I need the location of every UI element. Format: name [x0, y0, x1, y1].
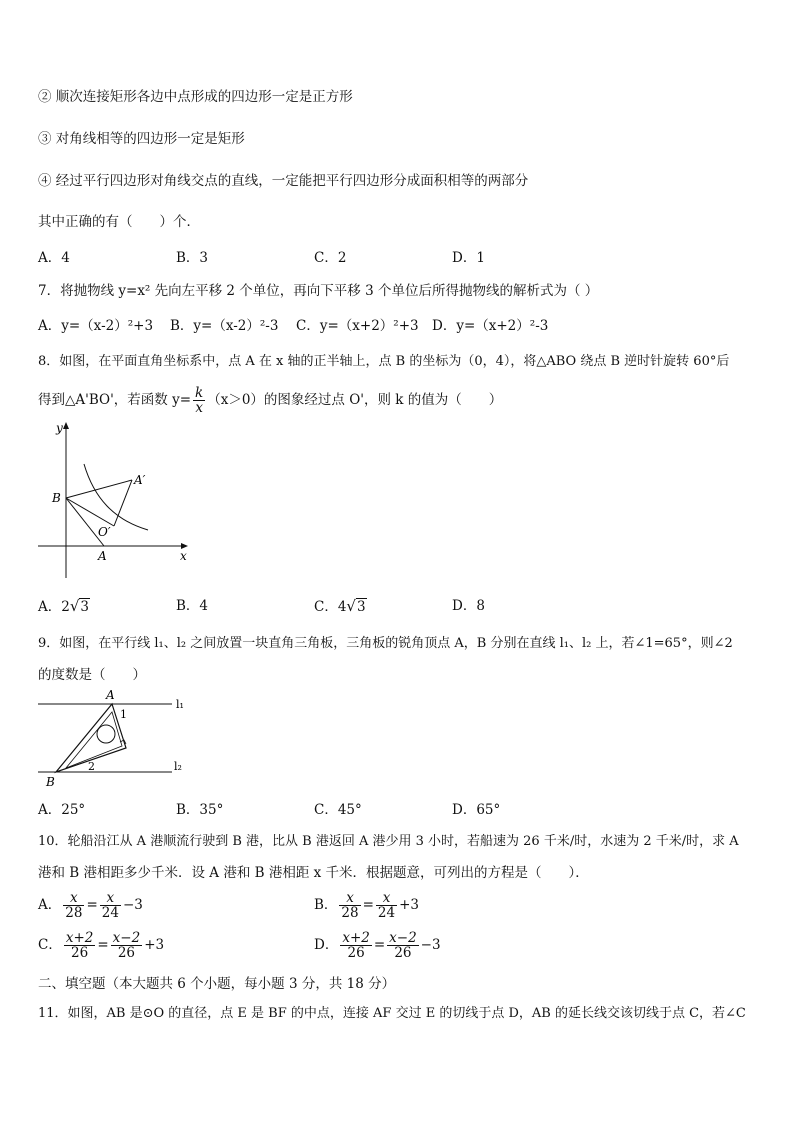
- q8-figure: [36, 418, 196, 584]
- q7-option-d: D．y=（x+2）²-3: [432, 318, 549, 334]
- q10-d-num1: x+2: [342, 930, 370, 946]
- q10-a-den1: 28: [65, 905, 83, 921]
- q10-c-num2: x−2: [112, 930, 141, 946]
- q8-label-A: A: [98, 549, 107, 563]
- q8-option-d: D．8: [452, 598, 485, 614]
- q10-option-a-label: A．: [38, 897, 62, 913]
- q9-stem-line2: 的度数是（ ）: [38, 667, 146, 683]
- q8-option-c-label: C．4: [314, 599, 347, 615]
- q8-frac-den: x: [195, 400, 203, 416]
- q8-segment-BOprime: [66, 498, 114, 526]
- q8-stem-line2-b: （x＞0）的图象经过点 O'，则 k 的值为（ ）: [207, 392, 503, 408]
- q10-c-den2: 26: [117, 945, 136, 961]
- q10-c-den1: 26: [71, 945, 89, 961]
- q9-option-b: B．35°: [176, 802, 224, 818]
- q10-option-c-label: C．: [38, 937, 62, 953]
- q9-label-angle2: 2: [88, 760, 95, 773]
- q9-figure: [36, 688, 196, 790]
- q9-label-l1: l₁: [176, 698, 184, 711]
- q8-option-a: [38, 597, 90, 616]
- q10-option-a: [38, 891, 143, 920]
- q8-stem-line2-a: 得到△A'BO'，若函数 y=: [38, 392, 192, 408]
- q8-label-y: y: [56, 421, 63, 435]
- q9-label-A: A: [106, 688, 115, 702]
- q10-d-tail: −3: [420, 937, 441, 953]
- q9-option-c: C．45°: [314, 802, 362, 818]
- q8-stem-line2: [38, 386, 502, 415]
- q10-c-tail: +3: [144, 937, 165, 953]
- statement-3: ③ 对角线相等的四边形一定是矩形: [38, 131, 245, 147]
- q10-b-tail: +3: [399, 897, 420, 913]
- statement-2: ② 顺次连接矩形各边中点形成的四边形一定是正方形: [38, 89, 353, 105]
- q8-option-a-label: A．2: [38, 599, 70, 615]
- q11-stem: 11．如图，AB 是⊙O 的直径，点 E 是 BF 的中点，连接 AF 交过 E 的切线于点 D，AB 的延长线交该切线于点 C，若∠C: [38, 1006, 746, 1021]
- q10-d-num2: x−2: [389, 930, 417, 946]
- q10-b-num2: x: [376, 891, 397, 906]
- q8-option-c: [314, 597, 367, 616]
- q8-option-c-radicand: 3: [356, 599, 366, 615]
- q10-a-tail: −3: [122, 897, 143, 913]
- q8-frac-num: k: [195, 385, 204, 401]
- q10-stem-line1: 10．轮船沿江从 A 港顺流行驶到 B 港，比从 B 港返回 A 港少用 3 小时，若船速为 26 千米/时，水速为 2 千米/时，求 A: [38, 834, 739, 849]
- q6-option-d: D．1: [452, 250, 485, 266]
- q8-option-a-radicand: 3: [80, 599, 89, 615]
- q10-a-eq: =: [86, 897, 98, 913]
- q7-option-b: B．y=（x-2）²-3: [170, 318, 279, 334]
- q10-d-den2: 26: [394, 945, 412, 961]
- q9-label-angle1: 1: [120, 708, 127, 721]
- q8-label-Oprime: O′: [98, 525, 111, 539]
- q10-option-d-label: D．: [314, 937, 339, 953]
- q10-c-num1: x+2: [65, 930, 94, 946]
- q10-b-den2: 24: [377, 905, 396, 921]
- q8-label-B: B: [52, 491, 61, 505]
- q10-b-den1: 28: [341, 905, 359, 921]
- section-2-heading: 二、填空题（本大题共 6 个小题，每小题 3 分，共 18 分）: [38, 976, 396, 992]
- q10-option-d: [314, 931, 441, 960]
- q9-option-a: A．25°: [38, 802, 86, 818]
- q10-b-num1: x: [339, 891, 360, 906]
- q10-option-b: [314, 891, 419, 920]
- q8-option-b: B．4: [176, 598, 209, 614]
- q10-a-den2: 24: [101, 905, 119, 921]
- q8-label-x: x: [180, 549, 187, 563]
- sqrt-symbol: √: [69, 597, 80, 615]
- sqrt-symbol: √: [346, 597, 356, 615]
- q6-stem: 其中正确的有（ ）个．: [38, 214, 200, 230]
- q8-y-arrow: [63, 422, 69, 429]
- q9-option-d: D．65°: [452, 802, 501, 818]
- q10-b-eq: =: [362, 897, 374, 913]
- statement-4: ④ 经过平行四边形对角线交点的直线，一定能把平行四边形分成面积相等的两部分: [38, 173, 529, 189]
- q6-option-c: C．2: [314, 250, 347, 266]
- q7-option-a: A．y=（x-2）²+3: [38, 318, 154, 334]
- q10-a-num1: x: [63, 891, 84, 906]
- q10-stem-line2: 港和 B 港相距多少千米．设 A 港和 B 港相距 x 千米．根据题意，可列出的方程是（ ）．: [38, 865, 589, 881]
- q9-stem-line1: 9．如图，在平行线 l₁、l₂ 之间放置一块直角三角板，三角板的锐角顶点 A，B 分别在直线 l₁、l₂ 上，若∠1=65°，则∠2: [38, 636, 733, 651]
- q10-a-num2: x: [100, 891, 121, 906]
- q7-option-c: C．y=（x+2）²+3: [296, 318, 419, 334]
- q10-option-c: [38, 931, 164, 960]
- q9-label-B: B: [46, 775, 55, 789]
- q8-label-Aprime: A′: [134, 473, 146, 487]
- q6-option-a: A．4: [38, 250, 70, 266]
- q6-option-b: B．3: [176, 250, 209, 266]
- q10-option-b-label: B．: [314, 897, 338, 913]
- q10-d-eq: =: [373, 937, 386, 953]
- q9-label-l2: l₂: [174, 760, 182, 773]
- q10-d-den1: 26: [347, 945, 365, 961]
- q9-triangle-hole: [97, 725, 115, 743]
- q10-c-eq: =: [97, 937, 109, 953]
- q7-stem: 7．将抛物线 y=x² 先向左平移 2 个单位，再向下平移 3 个单位后所得抛物线的解析式为（ ）: [38, 283, 599, 299]
- q8-fraction: [193, 386, 205, 415]
- q8-stem-line1: 8．如图，在平面直角坐标系中，点 A 在 x 轴的正半轴上，点 B 的坐标为（0，4），将△ABO 绕点 B 逆时针旋转 60°后: [38, 354, 730, 369]
